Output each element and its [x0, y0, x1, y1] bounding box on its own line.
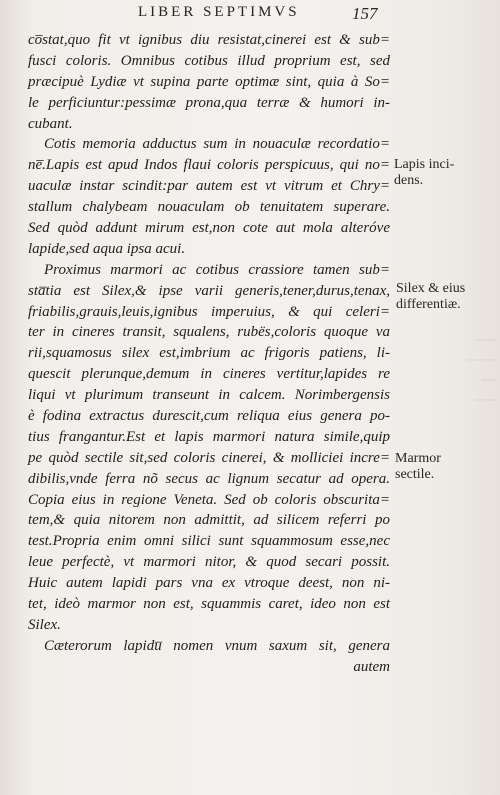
text-line: fusci coloris. Omnibus cotibus illud proprium est, sed: [28, 52, 390, 69]
text-line: è fodina extractus durescit,cum reliqua eius genera po-: [28, 408, 390, 425]
margin-note-marmor-sectile: [395, 451, 441, 483]
text-line: test.Propria enim omni silici sunt squammosum esse,nec: [28, 533, 390, 550]
text-line: pe quòd sectile sit,sed coloris cinerei, & molliciei incre=: [28, 449, 390, 466]
text-line: quescit plerunque,demum in cineres vertitur,lapides re: [28, 366, 390, 383]
text-line: tius frangantur.Est et lapis marmori natura simile,quip: [28, 428, 390, 445]
page-number: 157: [352, 4, 378, 23]
text-line: ne̅.Lapis est apud Indos flaui coloris perspicuus, qui no=: [28, 157, 390, 174]
text-line: Huic autem lapidi pars vna ex vtroque deest, non ni-: [28, 575, 390, 592]
text-line: stallum chalybeam nouaculam ob tenuitatem superare.: [28, 199, 390, 216]
margin-note-line: Silex & eius: [396, 281, 466, 296]
text-line: co̅stat,quo fit vt ignibus diu resistat,cinerei est & sub=: [28, 32, 390, 48]
text-line: lapide,sed aqua ipsa acui.: [28, 240, 186, 257]
text-line: tet, ideò marmor non est, squammis caret, ideo non est: [28, 596, 390, 613]
margin-note-lapis-incidens: [394, 157, 454, 189]
show-through-text: ─── ──── ── ───: [467, 333, 496, 407]
text-line: liqui vt plurimum transeunt in calcem. Norimbergensis: [28, 387, 390, 404]
text-line: cubant.: [28, 115, 73, 132]
margin-note-silex: [396, 281, 465, 313]
text-line: dibilis,vnde ferra nõ secus ac lignum secatur ad opera.: [28, 470, 390, 487]
paragraph-start-line: Cæterorum lapidu̅ nomen vnum saxum sit, genera: [44, 637, 390, 654]
catchword: autem: [353, 658, 390, 675]
text-line: Sed quòd addunt mirum est,non cote aut mola alteróve: [28, 220, 390, 237]
text-line: præcipuè Lydiæ vt supina parte optimæ sint, quia à So=: [28, 73, 390, 90]
margin-note-line: dens.: [394, 173, 424, 188]
text-line: sta̅tia est Silex,& ipse varii generis,tener,durus,tenax,: [28, 282, 390, 299]
text-line: Silex.: [28, 616, 61, 633]
text-line: Copia eius in regione Veneta. Sed ob coloris obscurita=: [28, 491, 390, 508]
text-line: uaculæ instar scindit:par autem est vt vitrum et Chry=: [28, 178, 390, 195]
paragraph-start-line: Proximus marmori ac cotibus crassiore tamen sub=: [44, 261, 390, 278]
margin-note-line: Marmor: [395, 451, 441, 466]
margin-note-line: Lapis inci-: [394, 157, 455, 172]
text-line: rii,squamosus silex est,imbrium ac frigoris patiens, li-: [28, 345, 390, 362]
paragraph-start-line: Cotis memoria adductus sum in nouaculæ recordatio=: [44, 136, 390, 153]
margin-note-line: sectile.: [395, 467, 435, 482]
text-line: leue perfectè, vt marmori nitor, & quod secari possit.: [28, 554, 390, 571]
text-line: le perficiuntur:pessimæ prona,qua terræ & humori in-: [28, 94, 390, 111]
text-line: ter in cineres transit, squalens, rubës,coloris quoque va: [28, 324, 390, 341]
running-title: LIBER SEPTIMVS: [138, 4, 300, 20]
text-line: friabilis,grauis,leuis,ignibus imperuius, & qui celeri=: [28, 303, 390, 320]
page-header: [0, 4, 500, 26]
body-text: [28, 30, 390, 678]
text-line: tem,& quia nitorem non admittit, ad silicem referri po: [28, 512, 390, 529]
margin-note-line: differentiæ.: [396, 297, 461, 312]
